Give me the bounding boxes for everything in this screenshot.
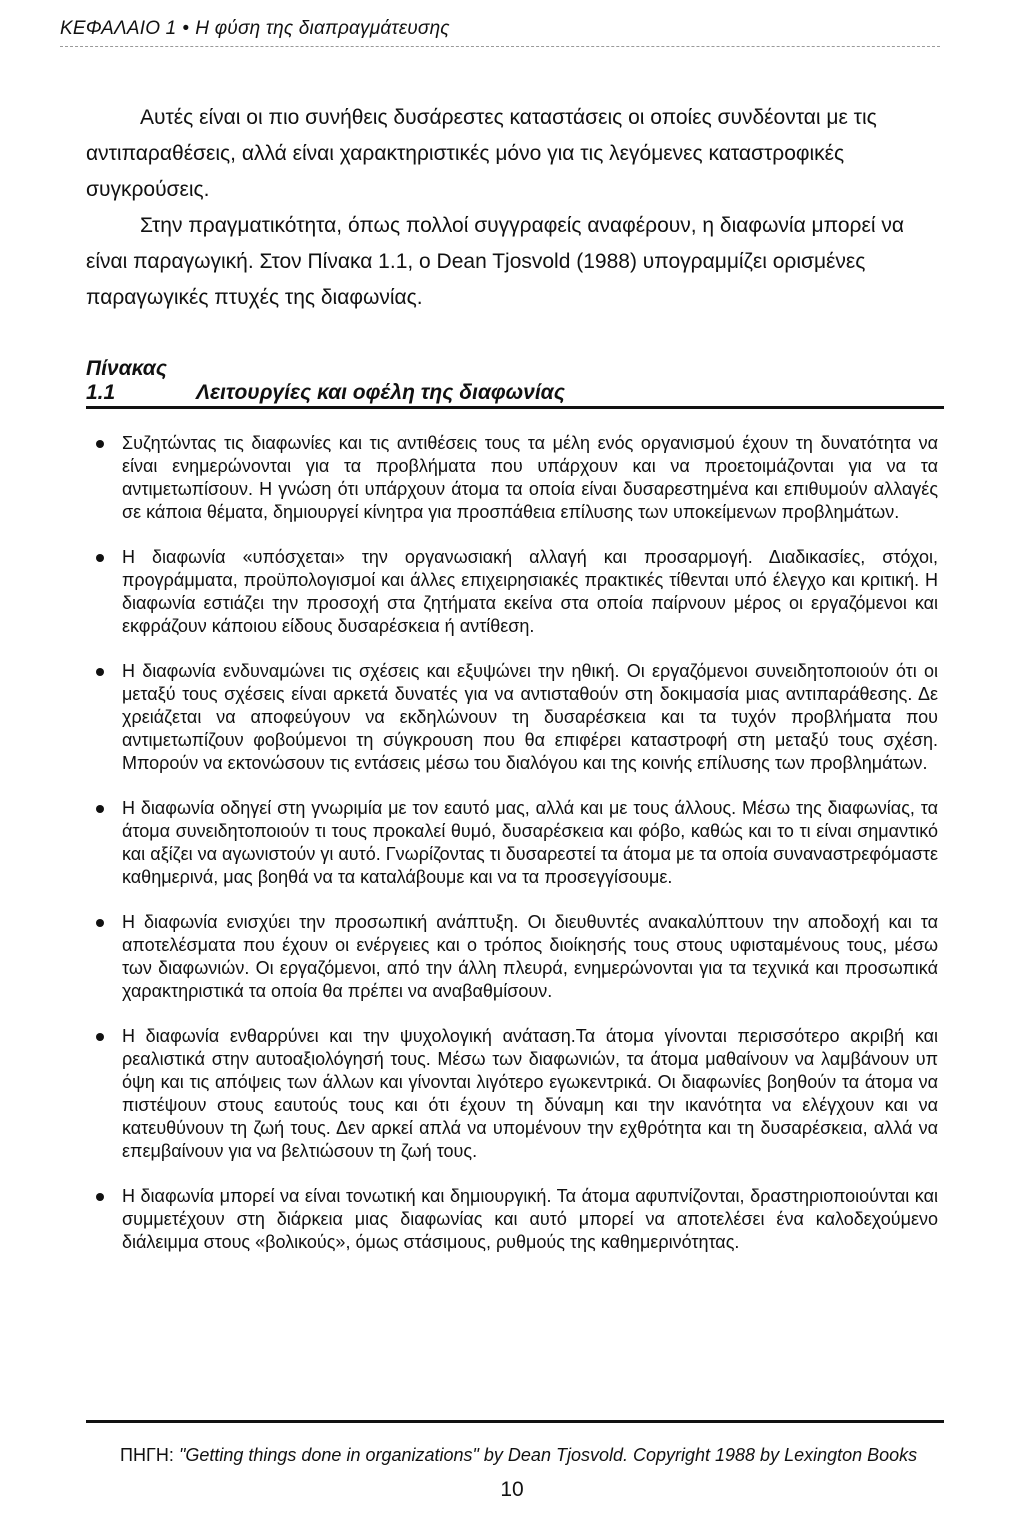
table-title: Λειτουργίες και οφέλη της διαφωνίας: [196, 381, 565, 404]
table-top-rule: [86, 406, 944, 409]
table-bottom-rule: [86, 1420, 944, 1423]
intro-paragraph-1: Αυτές είναι οι πιο συνήθεις δυσάρεστες καταστάσεις οι οποίες συνδέονται με τις αντιπαραθέσεις, αλλά είναι χαρακτηριστικές μόνο για τις λεγόμενες καταστροφικές συγκρούσεις.: [86, 106, 877, 201]
source-citation: "Getting things done in organizations" by Dean Tjosvold. Copyright 1988 by Lexington Books: [178, 1445, 918, 1465]
intro-paragraph-2: Στην πραγματικότητα, όπως πολλοί συγγραφείς αναφέρουν, η διαφωνία μπορεί να είναι παραγωγική. Στον Πίνακα 1.1, ο Dean Tjosvold (1988) υπογραμμίζει ορισμένες παραγωγικές πτυχές της διαφωνίας.: [86, 214, 904, 309]
bullet-icon: [96, 1193, 104, 1201]
benefits-list: [86, 432, 938, 1276]
source-label: ΠΗΓΗ:: [120, 1445, 174, 1465]
table-number: Πίνακας 1.1: [86, 357, 167, 404]
running-header: [60, 18, 940, 40]
page-number: 10: [500, 1478, 524, 1501]
bullet-icon: [96, 919, 104, 927]
bullet-icon: [96, 1033, 104, 1041]
bullet-icon: [96, 668, 104, 676]
list-item: Η διαφωνία ενθαρρύνει και την ψυχολογική ανάταση.Τα άτομα γίνονται περισσότερο ακριβή και ρεαλιστικά στην αυτοαξιολόγησή τους. Μέσω των διαφωνιών, τα άτομα μαθαίνουν να λαμβάνουν υπ όψη και τις απόψεις των άλλων και γίνονται λιγότερο εγωκεντρικά. Οι διαφωνίες βοηθούν τα άτομα να πιστέψουν στους εαυτούς τους και ότι έχουν τη δύναμη και την ικανότητα να ελέγχουν και να κατευθύνουν τη ζωή τους. Δεν αρκεί απλά να υπομένουν την εχθρότητα και τη δυσαρέσκεια, αλλά να επεμβαίνουν για να βελτιώσουν τη ζωή τους.: [86, 1025, 938, 1163]
source-note: [120, 1445, 950, 1466]
intro-text: [86, 100, 946, 316]
bullet-icon: [96, 554, 104, 562]
list-item: Η διαφωνία μπορεί να είναι τονωτική και δημιουργική. Τα άτομα αφυπνίζονται, δραστηριοποιούνται και συμμετέχουν στη διάρκεια μιας διαφωνίας και αυτό μπορεί να αποτελέσει ένα καλοδεχούμενο διάλειμμα στους «βολικούς», όμως στάσιμους, ρυθμούς της καθημερινότητας.: [86, 1185, 938, 1254]
chapter-label: ΚΕΦΑΛΑΙΟ 1: [60, 18, 177, 39]
bullet-icon: [96, 805, 104, 813]
list-item: Η διαφωνία ενισχύει την προσωπική ανάπτυξη. Οι διευθυντές ανακαλύπτουν την αποδοχή και τα αποτελέσματα που έχουν οι ενέργειες και ο τρόπος διοίκησής τους στους υφισταμένους τους, μέσω των διαφωνιών. Οι εργαζόμενοι, από την άλλη πλευρά, ενημερώνονται για τα τεχνικά και προσωπικά χαρακτηριστικά τα οποία θα πρέπει να αναβαθμίσουν.: [86, 911, 938, 1003]
list-item: Η διαφωνία «υπόσχεται» την οργανωσιακή αλλαγή και προσαρμογή. Διαδικασίες, στόχοι, προγράμματα, προϋπολογισμοί και άλλες επιχειρησιακές πρακτικές τίθενται υπό έλεγχο και κριτική. Η διαφωνία εστιάζει την προσοχή στα ζητήματα εκείνα στα οποία παίρνουν μέρος οι εργαζόμενοι και εκφράζουν κάποιου είδους δυσαρέσκεια ή αντίθεση.: [86, 546, 938, 638]
chapter-title: Η φύση της διαπραγμάτευσης: [195, 18, 450, 39]
table-caption: [86, 357, 946, 405]
list-item: Η διαφωνία ενδυναμώνει τις σχέσεις και εξυψώνει την ηθική. Οι εργαζόμενοι συνειδητοποιούν ότι οι μεταξύ τους σχέσεις είναι αρκετά δυνατές για να αντισταθούν στη δοκιμασία μιας αντιπαράθεσης. Δε χρειάζεται να αποφεύγουν να εκδηλώνουν τη δυσαρέσκεια και τα τυχόν προβλήματα που αντιμετωπίζουν φοβούμενοι τη σύγκρουση που θα επιφέρει καταστροφή στη μεταξύ τους σχέση. Μπορούν να εκτονώσουν τις εντάσεις μέσω του διαλόγου και της κοινής επίλυσης των προβλημάτων.: [86, 660, 938, 775]
list-item: Συζητώντας τις διαφωνίες και τις αντιθέσεις τους τα μέλη ενός οργανισμού έχουν τη δυνατότητα να είναι ενημερώνονται για τα προβλήματα που υπάρχουν και να προετοιμάζονται για να τα αντιμετωπίσουν. Η γνώση ότι υπάρχουν άτομα τα οποία είναι δυσαρεστημένα και επιθυμούν αλλαγές σε κάποια θέματα, δημιουργεί κίνητρα για προσπάθεια επίλυσης των υποκείμενων προβλημάτων.: [86, 432, 938, 524]
bullet-icon: [96, 440, 104, 448]
header-separator: •: [182, 18, 190, 39]
header-rule: [60, 46, 940, 47]
list-item: Η διαφωνία οδηγεί στη γνωριμία με τον εαυτό μας, αλλά και με τους άλλους. Μέσω της διαφωνίας, τα άτομα συνειδητοποιούν τι τους προκαλεί θυμό, δυσαρέσκεια και φόβο, καθώς και το τι είναι σημαντικό και αξίζει να αγωνιστούν γι αυτό. Γνωρίζοντας τι δυσαρεστεί τα άτομα με τα οποία συναναστρεφόμαστε καθημερινά, μας βοηθά να τα καταλάβουμε και να τα προσεγγίσουμε.: [86, 797, 938, 889]
